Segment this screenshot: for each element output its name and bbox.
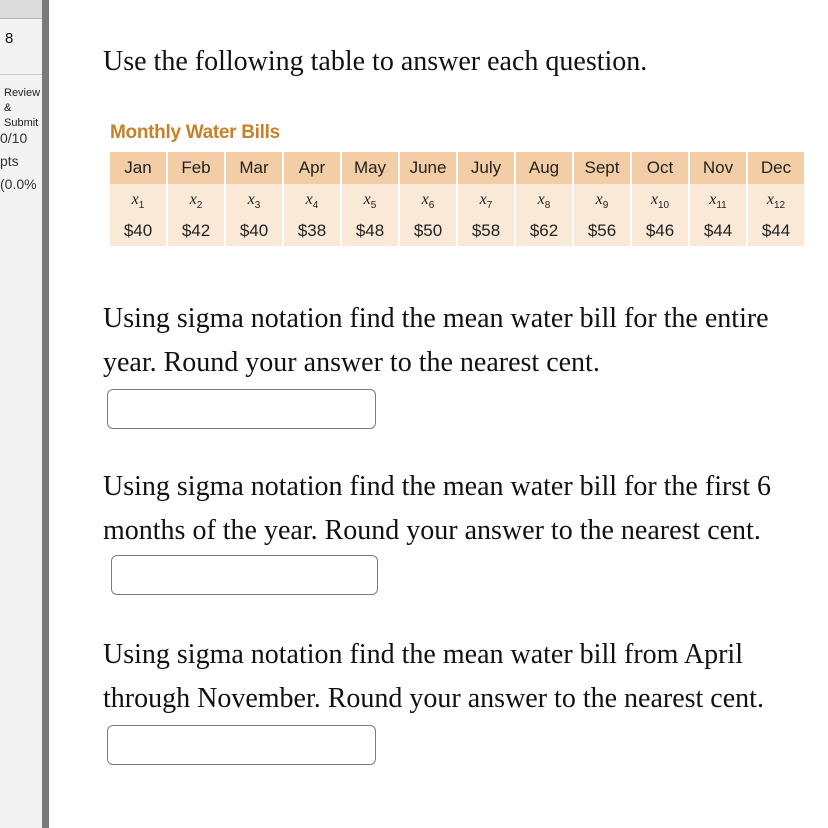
variable-cell (458, 184, 514, 216)
month-header: Apr (284, 152, 340, 184)
bill-value-cell: $62 (516, 216, 572, 246)
value-row (110, 216, 804, 246)
variable-letter: x (595, 190, 603, 208)
variable-cell (690, 184, 746, 216)
variable-subscript: 1 (138, 200, 145, 212)
variable-cell (632, 184, 688, 216)
variable-letter: x (247, 190, 255, 208)
variable-subscript: 12 (773, 200, 786, 212)
month-header: Jan (110, 152, 166, 184)
month-header: Mar (226, 152, 282, 184)
variable-letter: x (766, 190, 774, 208)
month-header: Feb (168, 152, 224, 184)
variable-subscript: 9 (602, 200, 609, 212)
variable-subscript: 2 (196, 200, 203, 212)
variable-cell (574, 184, 630, 216)
month-header: May (342, 152, 398, 184)
variable-cell (342, 184, 398, 216)
instructions-text: Use the following table to answer each question. (103, 46, 648, 77)
review-submit-link[interactable]: Review & Submit (4, 87, 41, 129)
variable-letter: x (189, 190, 197, 208)
variable-subscript: 5 (370, 200, 377, 212)
bill-value-cell: $58 (458, 216, 514, 246)
score-value: 0/10 (0, 130, 28, 146)
month-header: June (400, 152, 456, 184)
question-number[interactable]: 8 (5, 30, 14, 47)
bill-value-cell: $56 (574, 216, 630, 246)
bill-value-cell: $44 (690, 216, 746, 246)
variable-letter: x (305, 190, 313, 208)
bill-value-cell: $40 (110, 216, 166, 246)
divider (0, 74, 42, 75)
answer-input-3[interactable] (107, 725, 376, 765)
answer-input-1[interactable] (107, 389, 376, 429)
variable-cell (400, 184, 456, 216)
month-header: Sept (574, 152, 630, 184)
variable-letter: x (131, 190, 139, 208)
variable-subscript: 3 (254, 200, 261, 212)
variable-subscript: 6 (428, 200, 435, 212)
question-2 (103, 465, 828, 597)
bill-value-cell: $40 (226, 216, 282, 246)
score-percent: (0.0% (0, 176, 37, 192)
variable-cell (748, 184, 804, 216)
variable-cell (226, 184, 282, 216)
variable-subscript: 8 (544, 200, 551, 212)
bill-value-cell: $50 (400, 216, 456, 246)
question-2-text: Using sigma notation find the mean water bill for the first 6 months of the year. Round your answer to the nearest cent. (103, 471, 771, 546)
variable-letter: x (537, 190, 545, 208)
variable-letter: x (650, 190, 658, 208)
variable-cell (516, 184, 572, 216)
variable-letter: x (479, 190, 487, 208)
answer-input-2[interactable] (111, 555, 378, 595)
variable-cell (110, 184, 166, 216)
left-panel-header (0, 0, 42, 19)
variable-cell (284, 184, 340, 216)
bill-value-cell: $44 (748, 216, 804, 246)
month-header: Oct (632, 152, 688, 184)
month-header: Dec (748, 152, 804, 184)
variable-letter: x (363, 190, 371, 208)
variable-subscript: 10 (657, 200, 670, 212)
bill-value-cell: $42 (168, 216, 224, 246)
left-panel (0, 0, 49, 828)
bills-grid (108, 152, 806, 246)
month-header: Aug (516, 152, 572, 184)
variable-cell (168, 184, 224, 216)
variable-letter: x (709, 190, 717, 208)
question-1: Using sigma notation find the mean water bill for the entire year. Round your answer to the nearest cent. (103, 303, 769, 378)
variable-subscript: 4 (312, 200, 319, 212)
variable-letter: x (421, 190, 429, 208)
bill-value-cell: $46 (632, 216, 688, 246)
bill-value-cell: $38 (284, 216, 340, 246)
month-header: July (458, 152, 514, 184)
table-title: Monthly Water Bills (110, 122, 280, 143)
variable-row (110, 184, 804, 216)
pts-label: pts (0, 153, 19, 169)
score-info (0, 127, 37, 196)
water-bills-table (110, 118, 808, 246)
month-header: Nov (690, 152, 746, 184)
variable-subscript: 11 (716, 200, 727, 212)
bill-value-cell: $48 (342, 216, 398, 246)
question-3: Using sigma notation find the mean water bill from April through November. Round your answer to the nearest cent. (103, 639, 764, 714)
variable-subscript: 7 (486, 200, 493, 212)
month-row (110, 152, 804, 184)
